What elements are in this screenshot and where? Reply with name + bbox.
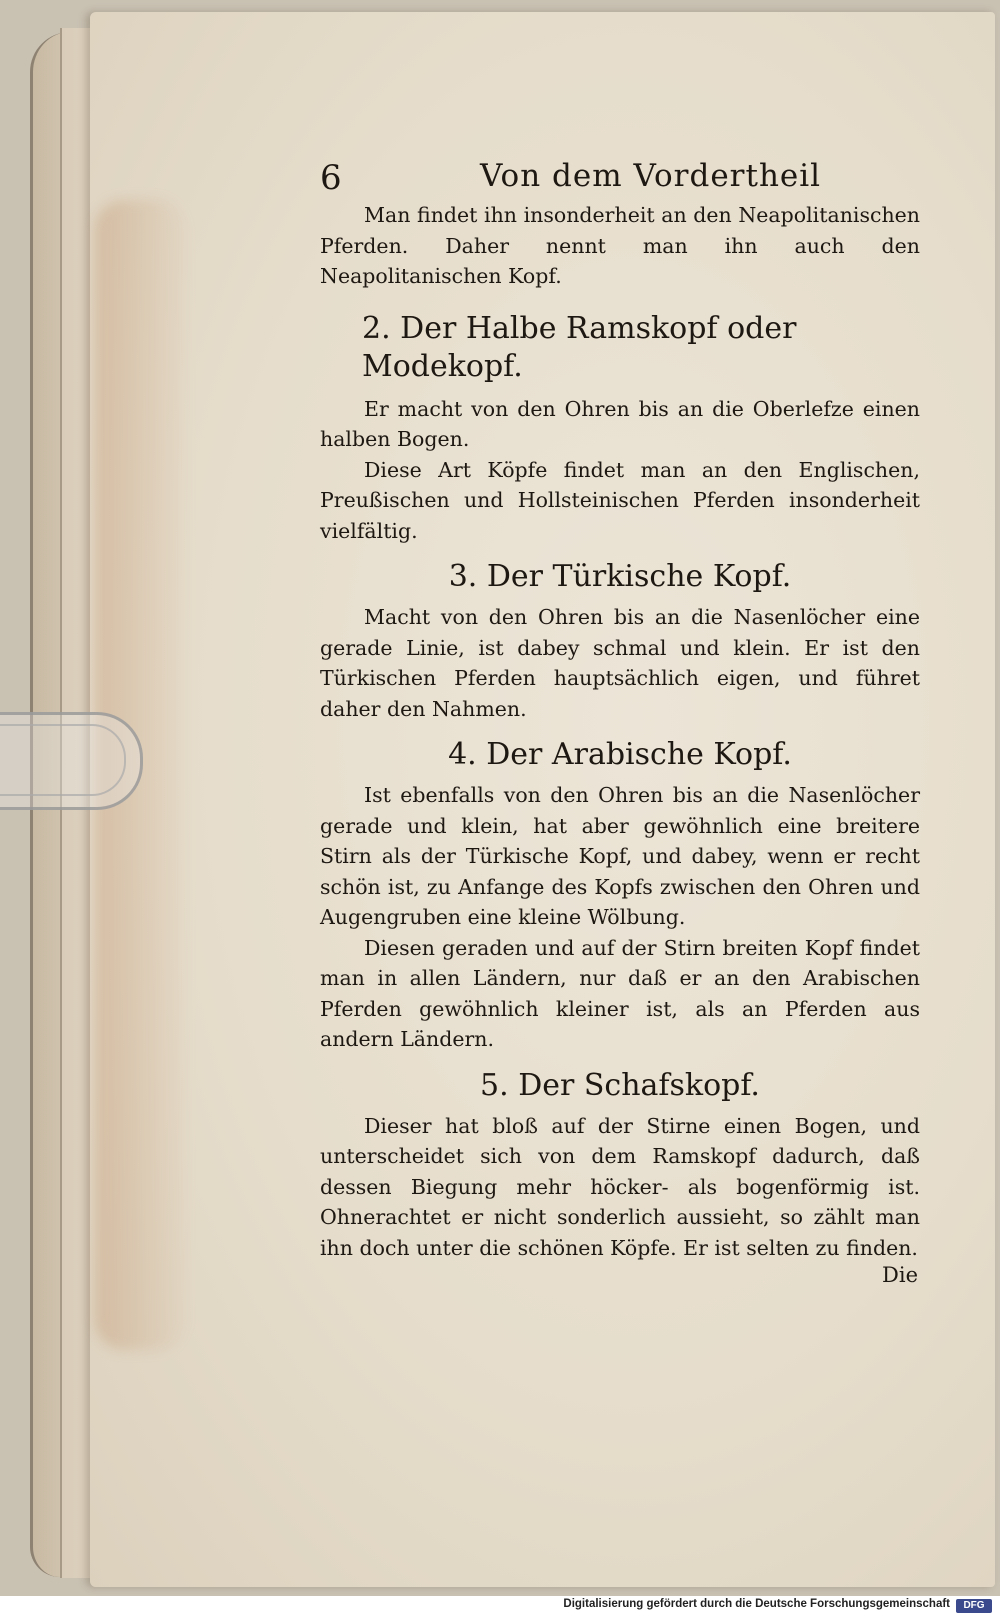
dfg-logo-icon: DFG [956,1599,992,1613]
page-text [320,150,920,1287]
section-heading: 5. Der Schafskopf. [480,1067,760,1103]
page-header [320,150,920,200]
funding-credit: Digitalisierung gefördert durch die Deutsche Forschungsgemeinschaft [563,1598,950,1610]
paragraph: Diesen geraden und auf der Stirn breiten Kopf findet man in allen Ländern, nur daß er an den Arabischen Pferden gewöhnlich kleiner ist, als an Pferden aus andern Ländern. [320,935,920,1051]
digitization-footer [0,1596,1000,1617]
section-halbe-ramskopf [320,310,920,547]
paper-clip-inner [0,724,126,796]
catchword: Die [882,1263,918,1287]
section-tuerkische-kopf [320,558,920,724]
paragraph: Er macht von den Ohren bis an die Oberlefze einen halben Bogen. [320,396,920,451]
section-heading: 3. Der Türkische Kopf. [448,559,792,594]
paragraph: Dieser hat bloß auf der Stirne einen Bogen, und unterscheidet sich von dem Ramskopf dadurch, daß dessen Biegung mehr höcker- als bogenförmig ist. Ohnerachtet er nicht sonderlich aussieht, so zählt man ihn doch unter die schönen Köpfe. Er ist selten zu finden. [320,1113,920,1260]
paragraph: Diese Art Köpfe findet man an den Englischen, Preußischen und Hollsteinischen Pferden insonderheit vielfältig. [320,457,920,543]
page-number: 6 [320,158,342,198]
paragraph: Macht von den Ohren bis an die Nasenlöcher eine gerade Linie, ist dabey schmal und klein. Er ist den Türkischen Pferden hauptsächlich eigen, und führet daher den Nahmen. [320,605,920,721]
section-heading: 2. Der Halbe Ramskopf oder Modekopf. [362,310,797,384]
section-intro [320,200,920,292]
paragraph: Ist ebenfalls von den Ohren bis an die Nasenlöcher gerade und klein, hat aber gewöhnlich eine breitere Stirn als der Türkische Kopf, und dabey, wenn er recht schön ist, zu Anfange des Kopfs zwischen den Ohren und Augengruben eine kleine Wölbung. [320,783,920,929]
paragraph: Man findet ihn insonderheit an den Neapolitanischen Pferden. Daher nennt man ihn auch den Neapolitanischen Kopf. [320,203,920,288]
running-head: Von dem Vordertheil [480,158,822,194]
section-heading: 4. Der Arabische Kopf. [448,737,792,772]
section-schafskopf [320,1067,920,1264]
section-arabische-kopf [320,736,920,1055]
